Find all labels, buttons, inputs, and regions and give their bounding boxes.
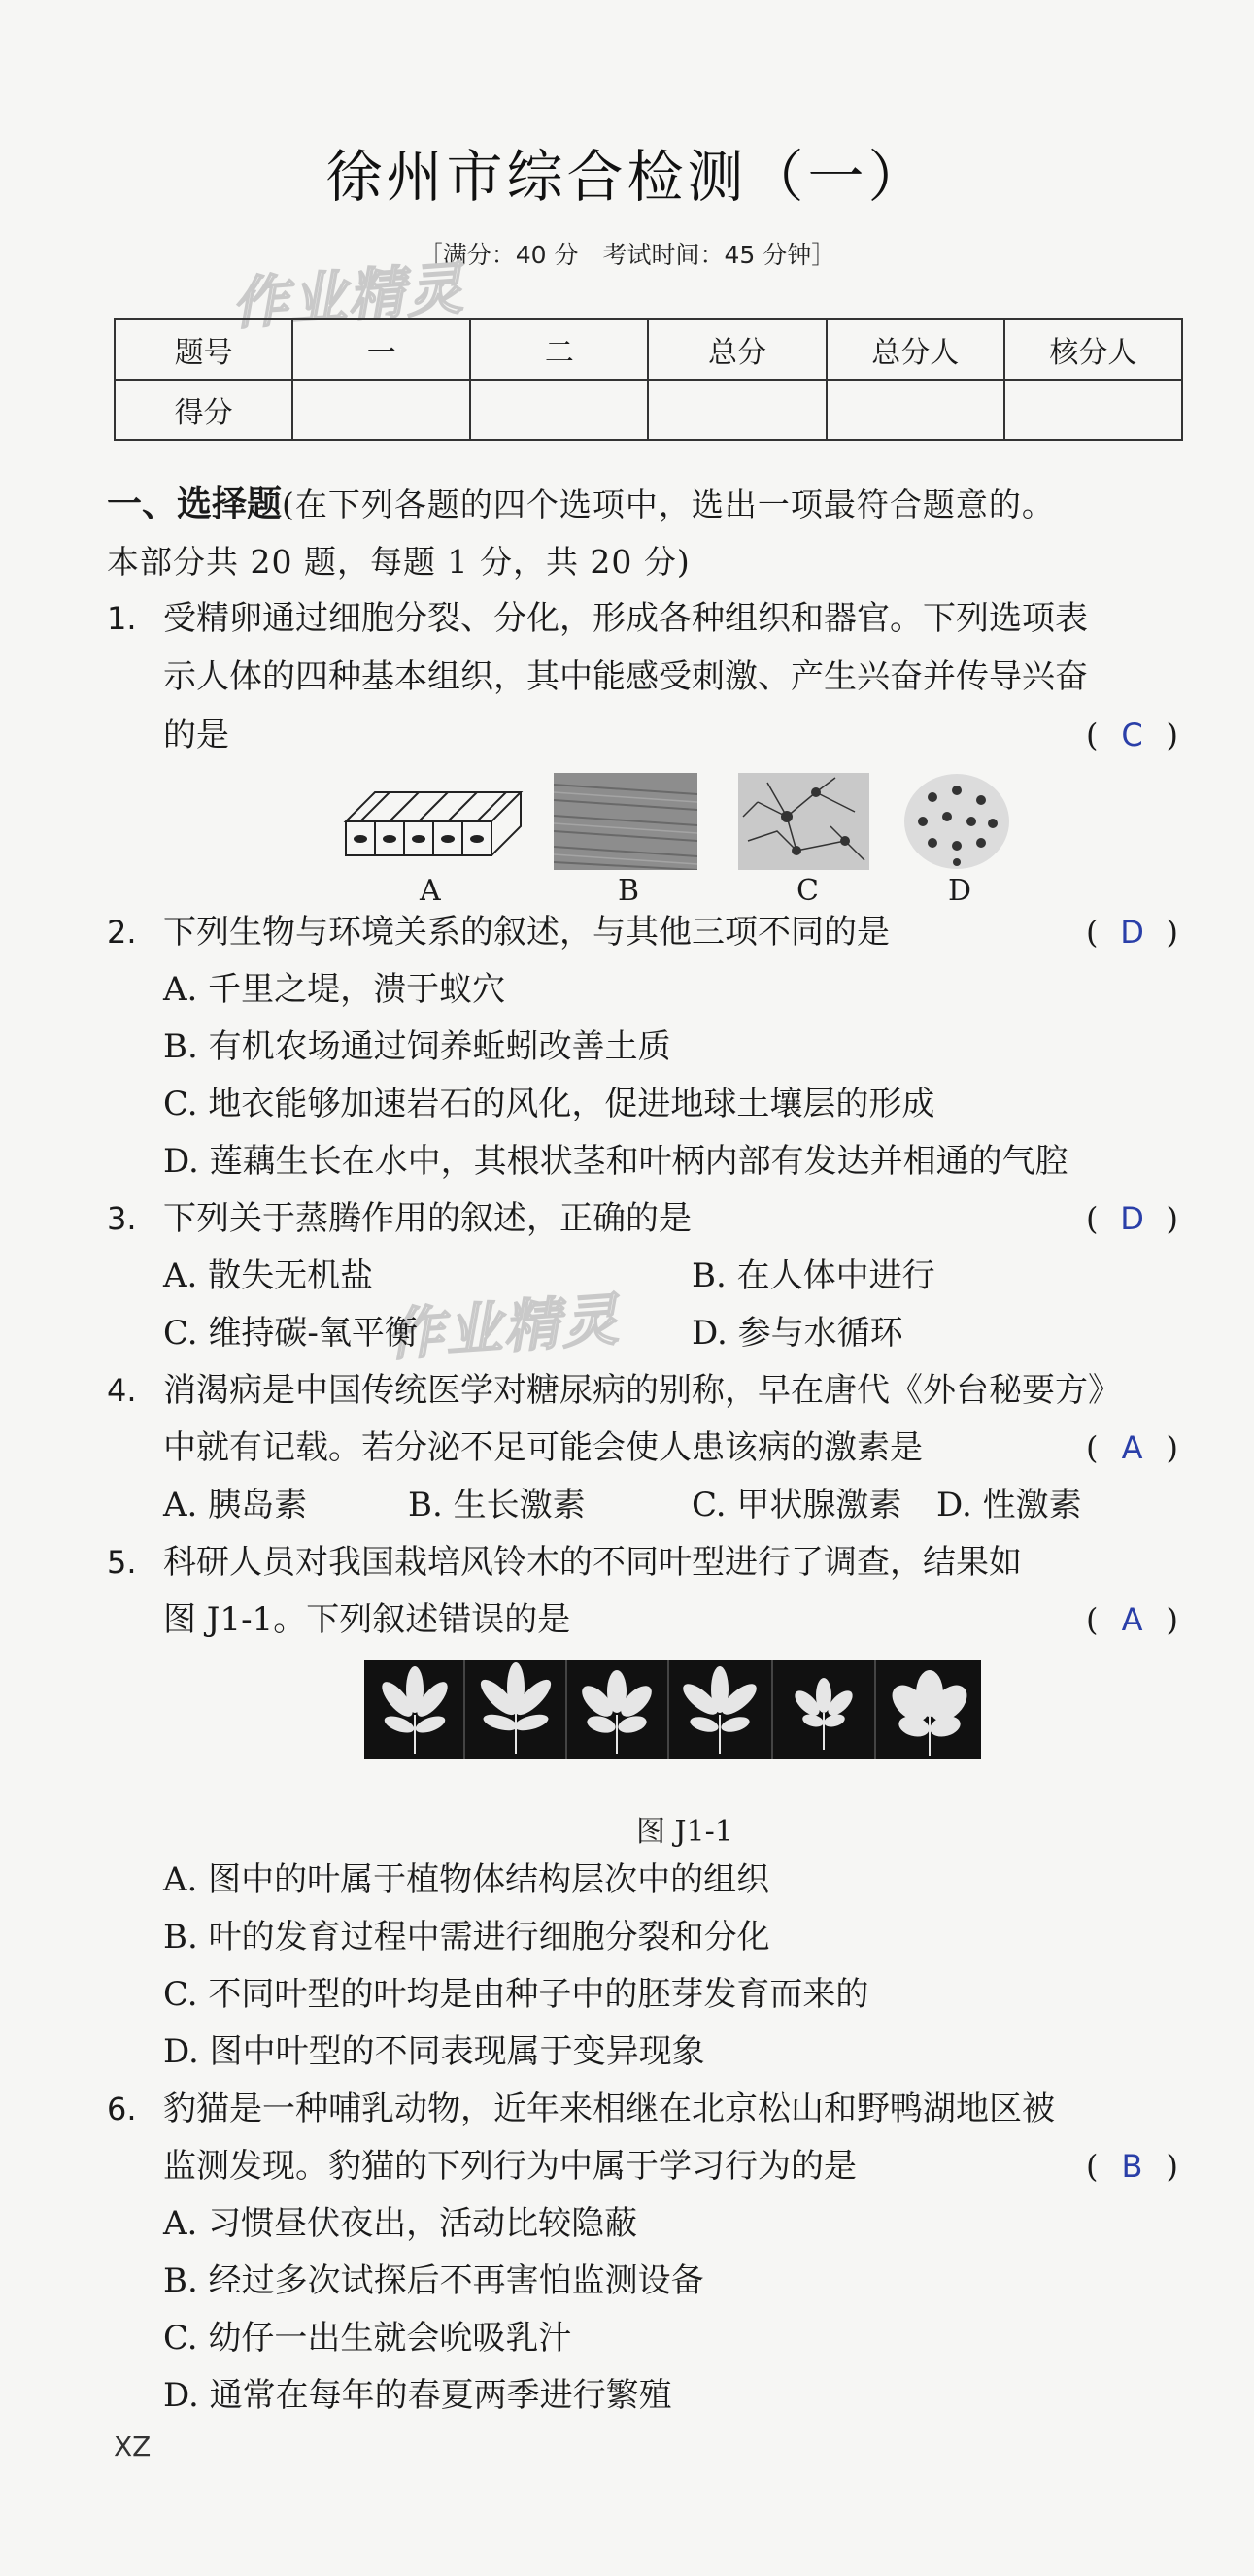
question-text-line: 受精卵通过细胞分裂、分化，形成各种组织和器官。下列选项表 <box>163 599 1088 638</box>
section-note-line2: 本部分共 20 题，每题 1 分，共 20 分) <box>107 543 691 581</box>
score-input-cell[interactable] <box>470 380 648 440</box>
table-cell: 总分 <box>648 319 826 380</box>
answer-bracket: ( A ) <box>1086 1601 1178 1638</box>
question-text-line: 消渴病是中国传统医学对糖尿病的别称，早在唐代《外台秘要方》 <box>163 1371 1121 1410</box>
question-text-line: 豹猫是一种哺乳动物，近年来相继在北京松山和野鸭湖地区被 <box>163 2090 1055 2128</box>
option-c: C. 甲状腺激素 <box>692 1486 902 1524</box>
answer-bracket: ( D ) <box>1086 914 1178 951</box>
table-cell: 得分 <box>115 380 292 440</box>
option-d: D. 通常在每年的春夏两季进行繁殖 <box>163 2376 672 2415</box>
option-c: C. 维持碳-氧平衡 <box>163 1314 418 1353</box>
option-b: B. 在人体中进行 <box>692 1256 935 1295</box>
option-c: C. 幼仔一出生就会吮吸乳汁 <box>163 2319 572 2358</box>
nervous-tissue-image <box>738 773 869 870</box>
option-a: A. 千里之堤，溃于蚁穴 <box>163 970 506 1009</box>
section-note: (在下列各题的四个选项中，选出一项最符合题意的。 <box>282 485 1055 523</box>
section-heading: 一、选择题 <box>107 485 283 524</box>
question-text-line: 监测发现。豹猫的下列行为中属于学习行为的是 <box>163 2147 857 2186</box>
option-b: B. 叶的发育过程中需进行细胞分裂和分化 <box>163 1918 770 1957</box>
question-number: 4. <box>107 1372 137 1409</box>
image-label: B <box>618 874 640 908</box>
score-table-header-row <box>115 319 1182 380</box>
score-input-cell[interactable] <box>1004 380 1182 440</box>
score-input-cell[interactable] <box>648 380 826 440</box>
connective-tissue-image <box>903 773 1010 870</box>
option-a: A. 胰岛素 <box>163 1486 308 1524</box>
muscle-tissue-image <box>554 773 697 870</box>
image-label: D <box>948 874 972 908</box>
answer-bracket: ( C ) <box>1086 717 1178 753</box>
image-label: C <box>796 874 819 908</box>
score-table-score-row <box>115 380 1182 440</box>
option-a: A. 习惯昼伏夜出，活动比较隐蔽 <box>163 2204 638 2243</box>
section-heading-line <box>107 485 1055 524</box>
option-d: D. 莲藕生长在水中，其根状茎和叶柄内部有发达并相通的气腔 <box>163 1142 1068 1181</box>
option-c: C. 不同叶型的叶均是由种子中的胚芽发育而来的 <box>163 1975 869 2014</box>
question-number: 3. <box>107 1200 137 1237</box>
table-cell: 核分人 <box>1004 319 1182 380</box>
question-number: 2. <box>107 914 137 951</box>
option-c: C. 地衣能够加速岩石的风化，促进地球土壤层的形成 <box>163 1085 935 1123</box>
image-label: A <box>420 874 441 908</box>
watermark-top: 作业精灵 <box>229 254 467 338</box>
option-a: A. 图中的叶属于植物体结构层次中的组织 <box>163 1860 770 1899</box>
option-d: D. 图中叶型的不同表现属于变异现象 <box>163 2032 705 2071</box>
table-cell: 题号 <box>115 319 292 380</box>
option-b: B. 生长激素 <box>408 1486 586 1524</box>
question-number: 5. <box>107 1544 137 1581</box>
option-b: B. 经过多次试探后不再害怕监测设备 <box>163 2261 704 2300</box>
question-text-line: 示人体的四种基本组织，其中能感受刺激、产生兴奋并传导兴奋 <box>163 657 1088 696</box>
question-text-line: 图 J1-1。下列叙述错误的是 <box>163 1600 571 1639</box>
option-d: D. 参与水循环 <box>692 1314 903 1353</box>
table-cell: 二 <box>470 319 648 380</box>
exam-info: ［满分：40 分 考试时间：45 分钟］ <box>418 241 836 269</box>
table-cell: 一 <box>292 319 470 380</box>
answer-letter: D <box>1120 914 1144 951</box>
answer-letter: B <box>1121 2148 1143 2185</box>
leaf-figure <box>364 1660 981 1759</box>
score-input-cell[interactable] <box>827 380 1004 440</box>
question-text-line: 的是 <box>163 716 229 754</box>
question-number: 1. <box>107 600 137 637</box>
score-input-cell[interactable] <box>292 380 470 440</box>
option-d: D. 性激素 <box>936 1486 1082 1524</box>
question-text-line: 科研人员对我国栽培风铃木的不同叶型进行了调查，结果如 <box>163 1543 1022 1582</box>
answer-letter: A <box>1121 1601 1143 1638</box>
answer-bracket: ( B ) <box>1086 2148 1178 2185</box>
option-a: A. 散失无机盐 <box>163 1256 374 1295</box>
epithelial-tissue-image <box>336 773 530 870</box>
figure-caption: 图 J1-1 <box>636 1815 733 1849</box>
answer-bracket: ( A ) <box>1086 1429 1178 1466</box>
page-footer-code: XZ <box>114 2430 152 2462</box>
answer-bracket: ( D ) <box>1086 1200 1178 1237</box>
answer-letter: A <box>1121 1429 1143 1466</box>
question-text-line: 下列生物与环境关系的叙述，与其他三项不同的是 <box>163 913 890 952</box>
page-title: 徐州市综合检测（一） <box>325 144 929 210</box>
score-table <box>114 318 1183 441</box>
question-number: 6. <box>107 2091 137 2127</box>
option-b: B. 有机农场通过饲养蚯蚓改善土质 <box>163 1027 671 1066</box>
question-text-line: 中就有记载。若分泌不足可能会使人患该病的激素是 <box>163 1428 923 1467</box>
watermark-middle: 作业精灵 <box>385 1286 623 1369</box>
answer-letter: C <box>1121 717 1143 753</box>
question-text-line: 下列关于蒸腾作用的叙述，正确的是 <box>163 1199 692 1238</box>
table-cell: 总分人 <box>827 319 1004 380</box>
answer-letter: D <box>1120 1200 1144 1237</box>
